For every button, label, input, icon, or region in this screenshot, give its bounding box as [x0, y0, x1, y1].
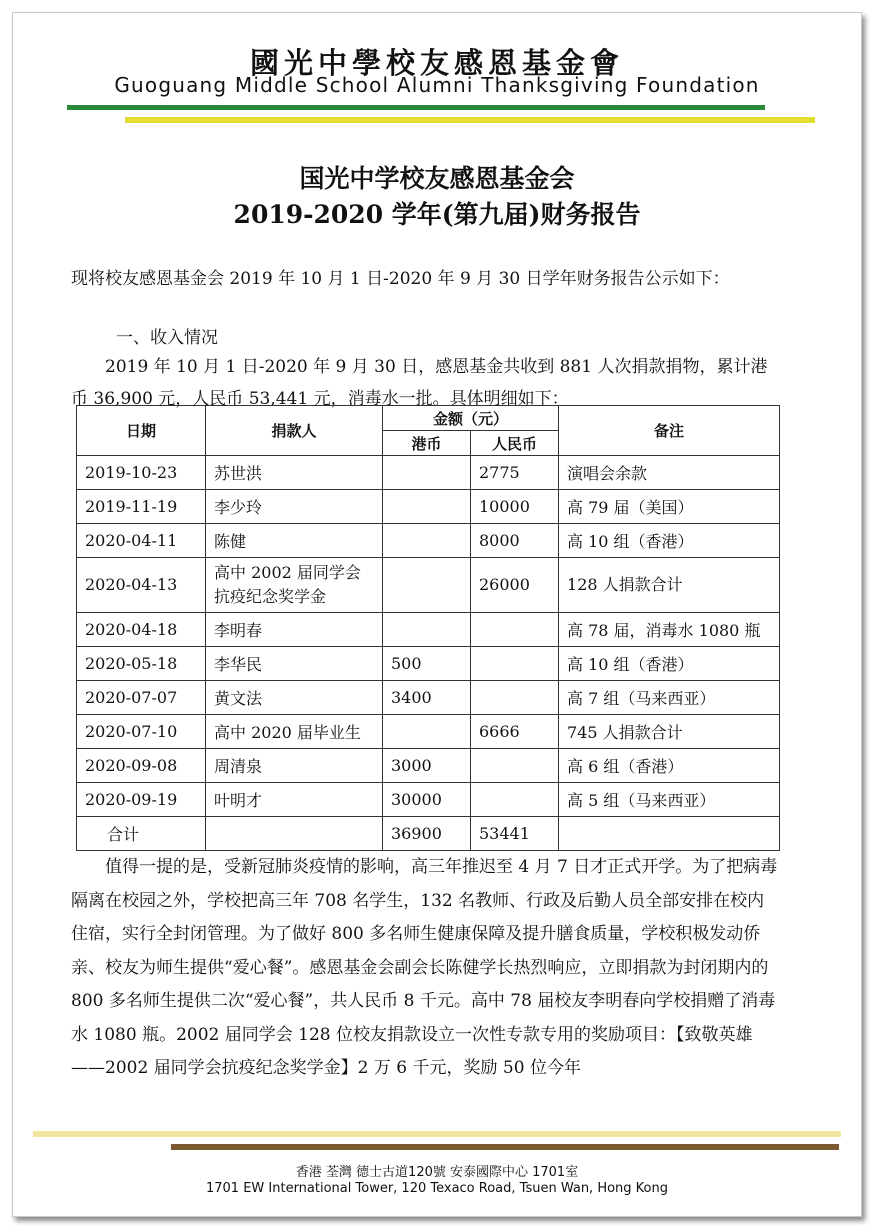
donation-table	[76, 405, 780, 851]
cell-note: 高 5 组（马来西亚）	[559, 783, 780, 817]
cell-note: 128 人捐款合计	[559, 558, 780, 613]
table-row	[77, 681, 780, 715]
cell-donor: 叶明才	[206, 783, 383, 817]
table-row	[77, 783, 780, 817]
cell-hkd: 30000	[383, 783, 471, 817]
letterhead-name-cn: 國光中學校友感恩基金會	[249, 46, 624, 80]
table-row	[77, 749, 780, 783]
cell-total-donor	[206, 817, 383, 851]
cell-donor: 李少玲	[206, 490, 383, 524]
table-row	[77, 613, 780, 647]
table-row	[77, 647, 780, 681]
table-row	[77, 715, 780, 749]
cell-donor: 高中 2002 届同学会抗疫纪念奖学金	[206, 558, 383, 613]
footer-brown-rule	[171, 1144, 839, 1150]
cell-rmb: 10000	[471, 490, 559, 524]
document-page	[12, 12, 862, 1217]
cell-date: 2020-04-11	[77, 524, 206, 558]
letterhead-yellow-rule	[125, 117, 815, 123]
cell-total-note	[559, 817, 780, 851]
cell-hkd	[383, 558, 471, 613]
cell-hkd: 3000	[383, 749, 471, 783]
covid-paragraph: 值得一提的是，受新冠肺炎疫情的影响，高三年推迟至 4 月 7 日才正式开学。为了把病毒隔离在校园之外，学校把高三年 708 名学生，132 名教师、行政及后勤人员全部安排在校内住宿，实行全封闭管理。为了做好 800 多名师生健康保障及提升膳食质量，学校积极发动侨亲、校友为师生提供“爱心餐”。感恩基金会副会长陈健学长热烈响应，立即捐款为封闭期内的 800 多名师生提供二次“爱心餐”，共人民币 8 千元。高中 78 届校友李明春向学校捐赠了消毒水 1080 瓶。2002 届同学会 128 位校友捐款设立一次性专款专用的奖励项目：【致敬英雄——2002 届同学会抗疫纪念奖学金】2 万 6 千元，奖励 50 位今年	[71, 857, 778, 1078]
letterhead-name-en: Guoguang Middle School Alumni Thanksgiving Foundation	[114, 73, 760, 97]
letterhead-green-rule	[67, 105, 765, 110]
cell-date: 2020-07-07	[77, 681, 206, 715]
footer-address-en: 1701 EW International Tower, 120 Texaco Road, Tsuen Wan, Hong Kong	[205, 1181, 668, 1196]
cell-hkd: 3400	[383, 681, 471, 715]
table-row	[77, 490, 780, 524]
cell-rmb	[471, 681, 559, 715]
cell-donor: 周清泉	[206, 749, 383, 783]
cell-donor: 高中 2020 届毕业生	[206, 715, 383, 749]
cell-donor: 李华民	[206, 647, 383, 681]
cell-hkd	[383, 613, 471, 647]
cell-rmb	[471, 613, 559, 647]
cell-note: 高 6 组（香港）	[559, 749, 780, 783]
header-rmb: 人民币	[471, 431, 559, 456]
cell-hkd	[383, 490, 471, 524]
cell-rmb	[471, 783, 559, 817]
cell-total-label: 合计	[77, 817, 206, 851]
cell-note: 高 7 组（马来西亚）	[559, 681, 780, 715]
table-total-row	[77, 817, 780, 851]
cell-hkd: 500	[383, 647, 471, 681]
section-heading-income: 一、收入情况	[116, 328, 218, 348]
cell-donor: 黄文法	[206, 681, 383, 715]
cell-date: 2019-10-23	[77, 456, 206, 490]
cell-rmb: 6666	[471, 715, 559, 749]
cell-note: 745 人捐款合计	[559, 715, 780, 749]
cell-date: 2019-11-19	[77, 490, 206, 524]
header-hkd: 港币	[383, 431, 471, 456]
cell-date: 2020-05-18	[77, 647, 206, 681]
cell-note: 高 78 届，消毒水 1080 瓶	[559, 613, 780, 647]
cell-date: 2020-04-18	[77, 613, 206, 647]
cell-total-hkd: 36900	[383, 817, 471, 851]
footer-address-cn: 香港 荃灣 德士古道120號 安泰國際中心 1701室	[295, 1165, 579, 1180]
cell-date: 2020-04-13	[77, 558, 206, 613]
cell-note: 演唱会余款	[559, 456, 780, 490]
cell-date: 2020-09-19	[77, 783, 206, 817]
cell-rmb: 2775	[471, 456, 559, 490]
cell-date: 2020-07-10	[77, 715, 206, 749]
header-date: 日期	[77, 406, 206, 456]
header-donor: 捐款人	[206, 406, 383, 456]
report-title: 国光中学校友感恩基金会	[299, 164, 575, 193]
cell-note: 高 10 组（香港）	[559, 524, 780, 558]
intro-paragraph: 现将校友感恩基金会 2019 年 10 月 1 日-2020 年 9 月 30 日学年财务报告公示如下：	[71, 269, 730, 289]
cell-rmb: 8000	[471, 524, 559, 558]
cell-hkd	[383, 456, 471, 490]
cell-date: 2020-09-08	[77, 749, 206, 783]
cell-donor: 李明春	[206, 613, 383, 647]
income-paragraph: 2019 年 10 月 1 日-2020 年 9 月 30 日，感恩基金共收到 881 人次捐款捐物，累计港币 36,900 元，人民币 53,441 元，消毒水一批。具体明细如下：	[71, 357, 768, 409]
cell-donor: 陈健	[206, 524, 383, 558]
table-row	[77, 558, 780, 613]
cell-note: 高 10 组（香港）	[559, 647, 780, 681]
table-row	[77, 456, 780, 490]
cell-hkd	[383, 524, 471, 558]
cell-total-rmb: 53441	[471, 817, 559, 851]
header-amount: 金额（元）	[383, 406, 559, 431]
table-row	[77, 524, 780, 558]
report-subtitle: 2019-2020 学年(第九届)财务报告	[233, 200, 641, 229]
header-note: 备注	[559, 406, 780, 456]
cell-rmb	[471, 749, 559, 783]
footer-yellow-rule	[33, 1131, 841, 1137]
cell-donor: 苏世洪	[206, 456, 383, 490]
cell-hkd	[383, 715, 471, 749]
cell-rmb	[471, 647, 559, 681]
cell-note: 高 79 届（美国）	[559, 490, 780, 524]
cell-rmb: 26000	[471, 558, 559, 613]
